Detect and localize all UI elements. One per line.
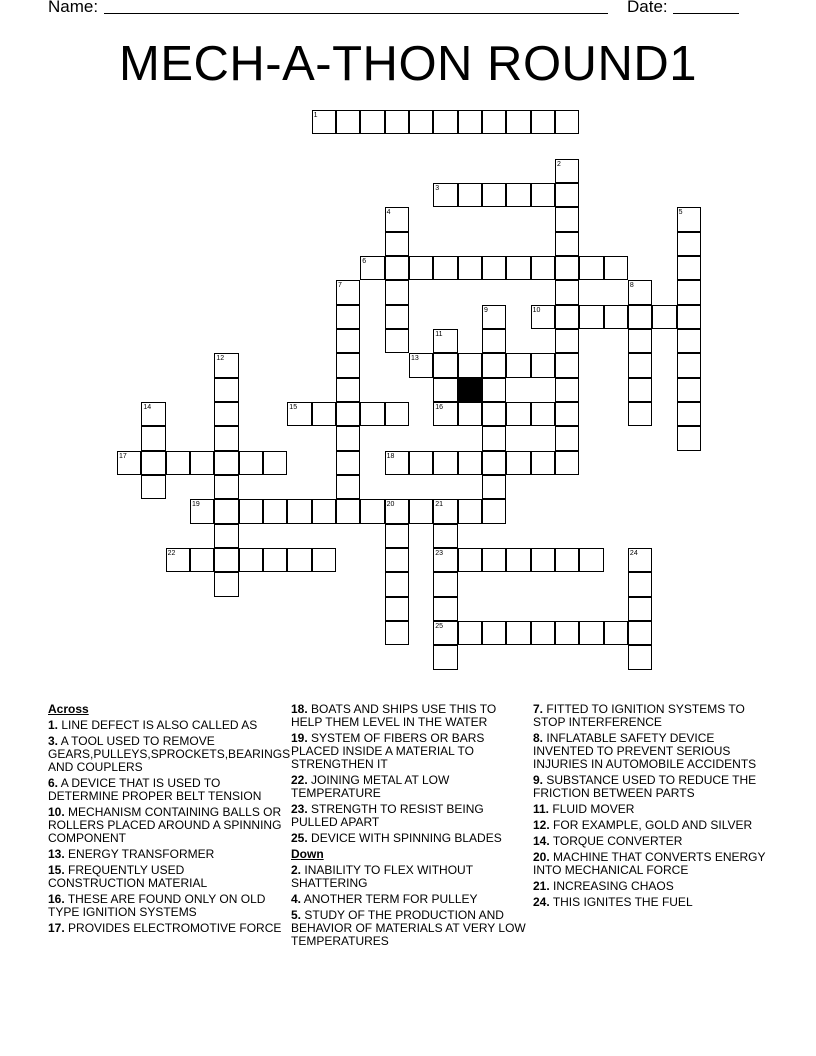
clue-down-24: 24. THIS IGNITES THE FUEL xyxy=(533,895,693,909)
clue-number-label: 2 xyxy=(556,160,561,168)
grid-cell[interactable] xyxy=(385,329,409,353)
grid-cell[interactable] xyxy=(409,256,433,280)
grid-cell[interactable] xyxy=(239,499,263,523)
grid-cell[interactable] xyxy=(531,110,555,134)
grid-cell[interactable] xyxy=(214,426,238,450)
grid-cell[interactable] xyxy=(555,232,579,256)
clue-number-label: 24 xyxy=(629,549,638,557)
grid-cell[interactable] xyxy=(360,402,384,426)
grid-cell[interactable] xyxy=(141,451,165,475)
grid-cell[interactable] xyxy=(555,256,579,280)
grid-cell[interactable] xyxy=(482,402,506,426)
grid-cell[interactable] xyxy=(482,183,506,207)
clue-number-label: 5 xyxy=(678,209,683,217)
grid-cell[interactable] xyxy=(677,402,701,426)
grid-cell[interactable] xyxy=(141,475,165,499)
clue-down-20: 20. MACHINE THAT CONVERTS ENERGY INTO MECHANICAL FORCE xyxy=(533,850,766,877)
grid-cell[interactable] xyxy=(385,524,409,548)
grid-cell[interactable] xyxy=(482,426,506,450)
grid-cell[interactable] xyxy=(433,597,457,621)
grid-cell[interactable] xyxy=(190,548,214,572)
grid-cell[interactable] xyxy=(482,451,506,475)
grid-cell[interactable] xyxy=(409,451,433,475)
grid-cell[interactable] xyxy=(677,329,701,353)
grid-cell[interactable] xyxy=(628,353,652,377)
grid-cell[interactable] xyxy=(336,329,360,353)
grid-cell[interactable] xyxy=(336,426,360,450)
grid-cell[interactable] xyxy=(579,548,603,572)
grid-cell[interactable] xyxy=(555,207,579,231)
grid-cell[interactable] xyxy=(482,353,506,377)
grid-cell[interactable] xyxy=(360,110,384,134)
grid-cell[interactable] xyxy=(531,402,555,426)
grid-cell[interactable] xyxy=(482,548,506,572)
grid-cell[interactable] xyxy=(604,305,628,329)
clue-number-label: 15 xyxy=(289,403,298,411)
grid-cell[interactable] xyxy=(458,499,482,523)
grid-cell[interactable] xyxy=(652,305,676,329)
name-label: Name: xyxy=(48,0,99,16)
grid-cell[interactable] xyxy=(555,548,579,572)
grid-cell[interactable] xyxy=(287,548,311,572)
grid-cell[interactable] xyxy=(458,353,482,377)
clue-down-11: 11. FLUID MOVER xyxy=(533,802,635,816)
clue-column-1 xyxy=(48,702,291,935)
grid-cell[interactable] xyxy=(482,621,506,645)
grid-cell[interactable] xyxy=(604,256,628,280)
clue-down-2: 2. INABILITY TO FLEX WITHOUT SHATTERING xyxy=(291,863,473,890)
grid-cell[interactable] xyxy=(482,475,506,499)
grid-cell[interactable] xyxy=(555,378,579,402)
grid-cell[interactable] xyxy=(385,548,409,572)
grid-cell[interactable] xyxy=(214,475,238,499)
clue-across-16: 16. THESE ARE FOUND ONLY ON OLD TYPE IGNITION SYSTEMS xyxy=(48,892,266,919)
grid-cell[interactable] xyxy=(336,402,360,426)
clue-across-23: 23. STRENGTH TO RESIST BEING PULLED APART xyxy=(291,802,484,829)
clue-number-label: 12 xyxy=(216,355,225,363)
date-label: Date: xyxy=(627,0,668,16)
grid-cell[interactable] xyxy=(360,499,384,523)
grid-cell[interactable] xyxy=(214,548,238,572)
grid-cell[interactable] xyxy=(482,378,506,402)
grid-cell[interactable] xyxy=(214,524,238,548)
clue-down-4: 4. ANOTHER TERM FOR PULLEY xyxy=(291,892,478,906)
grid-cell[interactable] xyxy=(214,499,238,523)
grid-cell[interactable] xyxy=(312,402,336,426)
grid-cell[interactable] xyxy=(458,621,482,645)
across-heading: Across xyxy=(48,702,89,716)
grid-cell[interactable] xyxy=(141,426,165,450)
grid-cell[interactable] xyxy=(677,256,701,280)
grid-cell[interactable] xyxy=(385,256,409,280)
grid-cell[interactable] xyxy=(385,305,409,329)
grid-cell[interactable] xyxy=(506,621,530,645)
grid-cell[interactable] xyxy=(506,402,530,426)
clue-across-15: 15. FREQUENTLY USED CONSTRUCTION MATERIAL xyxy=(48,863,208,890)
grid-cell[interactable] xyxy=(385,597,409,621)
down-heading: Down xyxy=(291,847,324,861)
grid-cell[interactable] xyxy=(677,378,701,402)
grid-cell[interactable] xyxy=(628,378,652,402)
grid-cell[interactable] xyxy=(482,256,506,280)
grid-cell[interactable] xyxy=(628,572,652,596)
grid-cell[interactable] xyxy=(506,183,530,207)
grid-cell[interactable] xyxy=(555,621,579,645)
grid-cell[interactable] xyxy=(506,256,530,280)
grid-cell[interactable] xyxy=(458,256,482,280)
grid-cell[interactable] xyxy=(482,110,506,134)
grid-cell[interactable] xyxy=(336,305,360,329)
clue-number-label: 23 xyxy=(435,549,444,557)
clue-number-label: 17 xyxy=(119,452,127,460)
grid-cell[interactable] xyxy=(531,548,555,572)
clue-number-label: 22 xyxy=(167,549,176,557)
page-title: MECH-A-THON ROUND1 xyxy=(119,37,697,91)
grid-cell[interactable] xyxy=(628,402,652,426)
clue-across-3: 3. A TOOL USED TO REMOVE GEARS,PULLEYS,SPROCKETS,BEARINGS AND COUPLERS xyxy=(48,734,291,774)
grid-cell[interactable] xyxy=(555,353,579,377)
grid-cell[interactable] xyxy=(677,353,701,377)
grid-cell[interactable] xyxy=(190,451,214,475)
grid-cell[interactable] xyxy=(214,402,238,426)
grid-cell[interactable] xyxy=(263,499,287,523)
clue-number-label: 10 xyxy=(532,306,541,314)
clue-across-22: 22. JOINING METAL AT LOW TEMPERATURE xyxy=(291,773,450,800)
grid-cell[interactable] xyxy=(628,645,652,669)
clue-column-2 xyxy=(291,703,527,948)
clue-number-label: 19 xyxy=(191,501,200,509)
clue-number-label: 4 xyxy=(386,209,391,217)
clue-number-label: 14 xyxy=(143,403,152,411)
grid-cell[interactable] xyxy=(336,353,360,377)
grid-cell[interactable] xyxy=(555,305,579,329)
clue-number-label: 9 xyxy=(483,306,488,314)
clue-across-25: 25. DEVICE WITH SPINNING BLADES xyxy=(291,831,502,845)
grid-cell[interactable] xyxy=(336,110,360,134)
clue-down-5: 5. STUDY OF THE PRODUCTION AND BEHAVIOR OF MATERIALS AT VERY LOW TEMPERATURES xyxy=(291,908,526,948)
clue-down-8: 8. INFLATABLE SAFETY DEVICE INVENTED TO PREVENT SERIOUS INJURIES IN AUTOMOBILE ACCIDENTS xyxy=(533,731,757,771)
grid-cell[interactable] xyxy=(433,378,457,402)
clue-number-label: 20 xyxy=(386,501,395,509)
grid-cell[interactable] xyxy=(312,499,336,523)
grid-cell[interactable] xyxy=(531,353,555,377)
clue-down-7: 7. FITTED TO IGNITION SYSTEMS TO STOP INTERFERENCE xyxy=(533,702,745,729)
clue-down-9: 9. SUBSTANCE USED TO REDUCE THE FRICTION BETWEEN PARTS xyxy=(533,773,757,800)
grid-cell[interactable] xyxy=(506,548,530,572)
grid-cell[interactable] xyxy=(385,621,409,645)
grid-cell[interactable] xyxy=(433,353,457,377)
clue-across-18: 18. BOATS AND SHIPS USE THIS TO HELP THEM LEVEL IN THE WATER xyxy=(291,702,497,729)
clue-across-6: 6. A DEVICE THAT IS USED TO DETERMINE PROPER BELT TENSION xyxy=(48,776,262,803)
grid-cell[interactable] xyxy=(433,110,457,134)
grid-cell[interactable] xyxy=(531,621,555,645)
grid-cell[interactable] xyxy=(555,402,579,426)
grid-cell[interactable] xyxy=(555,183,579,207)
grid-cell[interactable] xyxy=(287,499,311,523)
clue-across-13: 13. ENERGY TRANSFORMER xyxy=(48,847,215,861)
grid-cell[interactable] xyxy=(677,426,701,450)
grid-cell[interactable] xyxy=(409,110,433,134)
clue-across-10: 10. MECHANISM CONTAINING BALLS OR ROLLERS PLACED AROUND A SPINNING COMPONENT xyxy=(48,805,282,845)
grid-cell[interactable] xyxy=(628,621,652,645)
clue-number-label: 21 xyxy=(435,501,444,509)
clue-down-14: 14. TORQUE CONVERTER xyxy=(533,834,683,848)
clue-number-label: 1 xyxy=(313,112,318,119)
clue-number-label: 16 xyxy=(435,403,444,411)
grid-cell[interactable] xyxy=(458,110,482,134)
grid-cell[interactable] xyxy=(579,305,603,329)
clue-across-17: 17. PROVIDES ELECTROMOTIVE FORCE xyxy=(48,921,282,935)
grid-cell[interactable] xyxy=(677,305,701,329)
grid-cell[interactable] xyxy=(677,280,701,304)
clue-number-label: 11 xyxy=(435,330,443,338)
grid-cell[interactable] xyxy=(433,524,457,548)
grid-cell[interactable] xyxy=(531,256,555,280)
grid-cell[interactable] xyxy=(385,110,409,134)
grid-cell[interactable] xyxy=(458,402,482,426)
clue-number-label: 6 xyxy=(362,257,367,265)
grid-cell[interactable] xyxy=(555,451,579,475)
grid-cell[interactable] xyxy=(239,548,263,572)
grid-cell[interactable] xyxy=(409,499,433,523)
grid-block-cell xyxy=(458,378,482,402)
clue-down-12: 12. FOR EXAMPLE, GOLD AND SILVER xyxy=(533,818,753,832)
clue-across-1: 1. LINE DEFECT IS ALSO CALLED AS xyxy=(48,718,258,732)
grid-cell[interactable] xyxy=(458,548,482,572)
grid-cell[interactable] xyxy=(628,597,652,621)
grid-cell[interactable] xyxy=(214,378,238,402)
grid-cell[interactable] xyxy=(628,329,652,353)
grid-cell[interactable] xyxy=(385,280,409,304)
grid-cell[interactable] xyxy=(506,353,530,377)
grid-cell[interactable] xyxy=(482,329,506,353)
grid-cell[interactable] xyxy=(385,572,409,596)
grid-cell[interactable] xyxy=(555,280,579,304)
clue-column-3 xyxy=(533,703,769,909)
grid-cell[interactable] xyxy=(579,256,603,280)
grid-cell[interactable] xyxy=(214,451,238,475)
grid-cell[interactable] xyxy=(458,183,482,207)
grid-cell[interactable] xyxy=(239,451,263,475)
clue-across-19: 19. SYSTEM OF FIBERS OR BARS PLACED INSIDE A MATERIAL TO STRENGTHEN IT xyxy=(291,731,485,771)
grid-cell[interactable] xyxy=(482,499,506,523)
grid-cell[interactable] xyxy=(531,451,555,475)
grid-cell[interactable] xyxy=(433,451,457,475)
grid-cell[interactable] xyxy=(263,548,287,572)
grid-cell[interactable] xyxy=(555,329,579,353)
grid-cell[interactable] xyxy=(385,232,409,256)
clue-number-label: 3 xyxy=(435,184,440,192)
grid-cell[interactable] xyxy=(336,451,360,475)
grid-cell[interactable] xyxy=(628,305,652,329)
grid-cell[interactable] xyxy=(263,451,287,475)
clue-down-21: 21. INCREASING CHAOS xyxy=(533,879,674,893)
grid-cell[interactable] xyxy=(555,110,579,134)
clue-number-label: 8 xyxy=(629,282,634,290)
grid-cell[interactable] xyxy=(312,548,336,572)
grid-cell[interactable] xyxy=(433,256,457,280)
grid-cell[interactable] xyxy=(214,572,238,596)
grid-cell[interactable] xyxy=(385,402,409,426)
grid-cell[interactable] xyxy=(555,426,579,450)
grid-cell[interactable] xyxy=(604,621,628,645)
grid-cell[interactable] xyxy=(458,451,482,475)
grid-cell[interactable] xyxy=(336,475,360,499)
grid-cell[interactable] xyxy=(166,451,190,475)
clue-number-label: 25 xyxy=(435,622,444,630)
grid-cell[interactable] xyxy=(579,621,603,645)
grid-cell[interactable] xyxy=(433,572,457,596)
grid-cell[interactable] xyxy=(336,378,360,402)
grid-cell[interactable] xyxy=(433,645,457,669)
clue-number-label: 7 xyxy=(337,282,342,290)
grid-cell[interactable] xyxy=(336,499,360,523)
grid-cell[interactable] xyxy=(531,183,555,207)
grid-cell[interactable] xyxy=(506,110,530,134)
grid-cell[interactable] xyxy=(506,451,530,475)
grid-cell[interactable] xyxy=(677,232,701,256)
clue-number-label: 13 xyxy=(410,355,419,363)
clue-number-label: 18 xyxy=(386,452,395,460)
